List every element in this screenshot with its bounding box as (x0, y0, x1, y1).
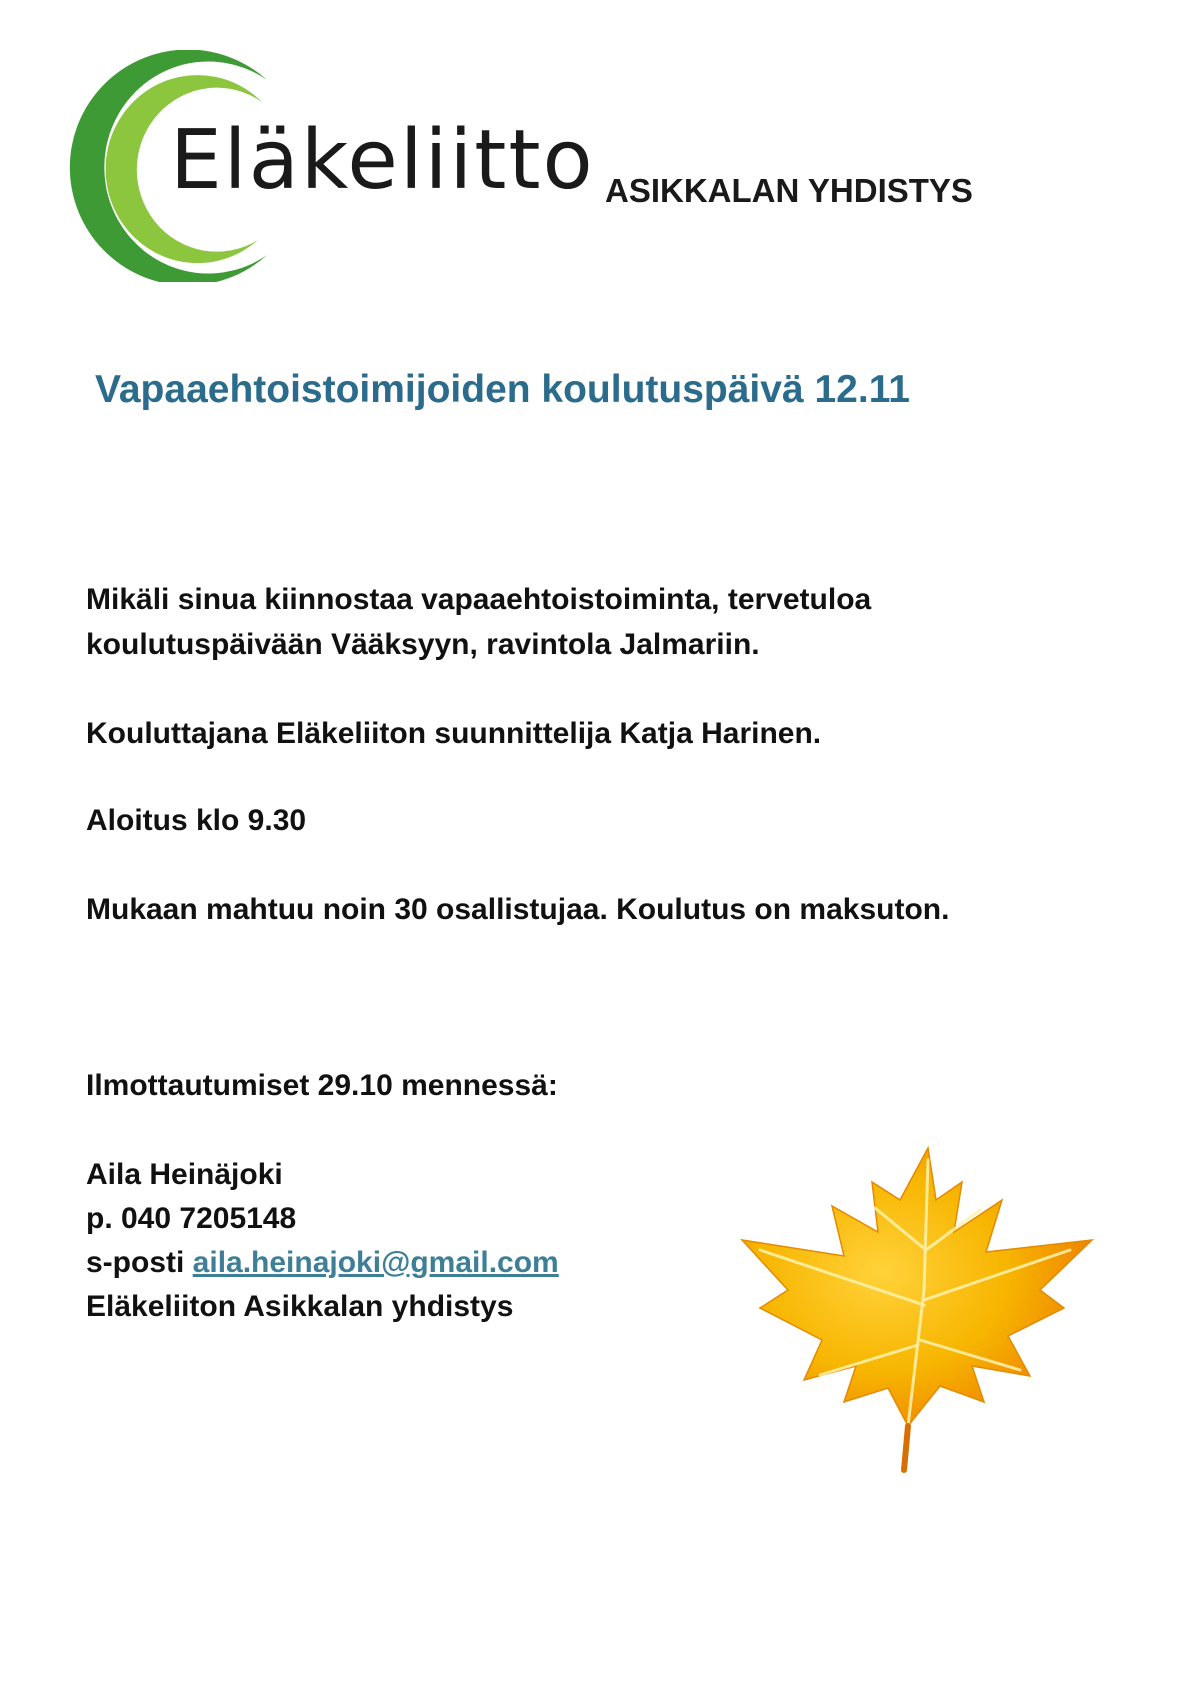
trainer-text: Kouluttajana Eläkeliiton suunnittelija Katja Harinen. (86, 717, 822, 750)
page-title: Vapaaehtoistoimijoiden koulutuspäivä 12.11 (95, 368, 910, 411)
contact-organization: Eläkeliiton Asikkalan yhdistys (86, 1290, 514, 1323)
intro-line-2: koulutuspäivään Vääksyyn, ravintola Jalmariin. (86, 628, 760, 661)
intro-line-1: Mikäli sinua kiinnostaa vapaaehtoistoiminta, tervetuloa (86, 583, 872, 616)
maple-leaf-icon (740, 1140, 1100, 1480)
registration-deadline: Ilmottautumiset 29.10 mennessä: (86, 1069, 558, 1102)
contact-email-line (86, 1245, 559, 1281)
contact-phone: p. 040 7205148 (86, 1202, 297, 1235)
contact-name: Aila Heinäjoki (86, 1158, 283, 1191)
association-name: ASIKKALAN YHDISTYS (605, 172, 973, 209)
email-link[interactable]: aila.heinajoki@gmail.com (192, 1246, 559, 1279)
brand-name: Eläkeliitto (170, 113, 595, 208)
email-prefix: s-posti (86, 1246, 193, 1279)
start-time-text: Aloitus klo 9.30 (86, 804, 307, 837)
capacity-text: Mukaan mahtuu noin 30 osallistujaa. Koulutus on maksuton. (86, 893, 950, 926)
